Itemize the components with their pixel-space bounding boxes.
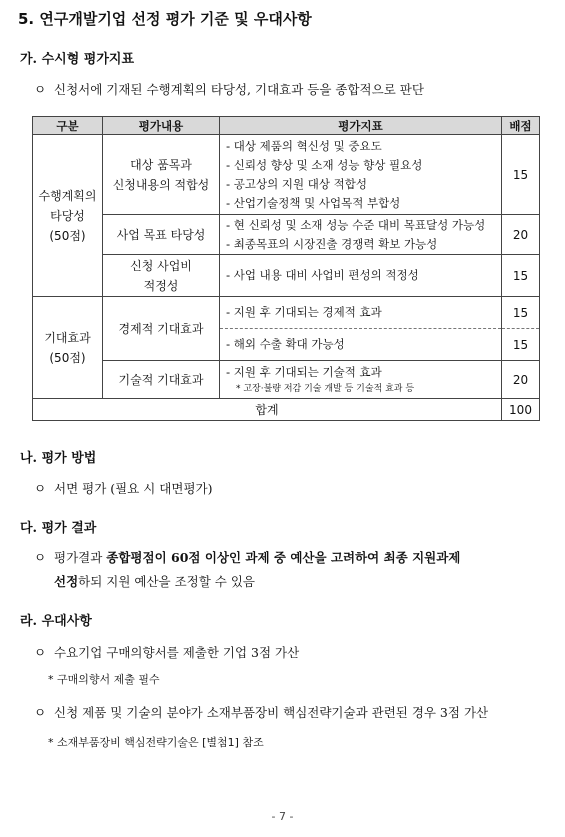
content-cell: 기술적 기대효과 <box>103 361 220 399</box>
bullet-da-line2 <box>54 572 255 590</box>
group-label-line: 기대효과 <box>44 330 91 345</box>
table-row <box>33 297 540 329</box>
heading-da: 다. 평가 결과 <box>20 521 97 536</box>
indicator-cell: - 해외 수출 확대 가능성 <box>220 329 502 361</box>
table-row <box>33 361 540 399</box>
note-ra-2: * 소재부품장비 핵심전략기술은 [별첨1] 참조 <box>48 736 264 749</box>
table-row <box>33 255 540 297</box>
indicator-cell <box>220 215 502 255</box>
group-label-cell <box>33 135 103 297</box>
indicator-item: - 대상 제품의 혁신성 및 중요도 <box>226 138 382 153</box>
heading-ra: 라. 우대사항 <box>20 614 92 629</box>
bullet-text: 신청 제품 및 기술의 분야가 소재부품장비 핵심전략기술과 관련된 경우 3점 가산 <box>54 705 489 720</box>
note-ra-1: * 구매의향서 제출 필수 <box>48 673 160 686</box>
bullet-text: 평가결과 <box>54 550 107 565</box>
evaluation-table <box>32 116 540 421</box>
group-label-line: 타당성 <box>50 208 85 223</box>
bullet-text: 하되 지원 예산을 조정할 수 있음 <box>78 574 255 589</box>
content-line: 적정성 <box>143 278 179 293</box>
indicator-cell: - 지원 후 기대되는 경제적 효과 <box>220 297 502 329</box>
bullet-ga <box>34 80 424 98</box>
content-cell <box>103 135 220 215</box>
group-label-cell <box>33 297 103 399</box>
score-cell: 15 <box>502 329 540 361</box>
indicator-cell <box>220 361 502 399</box>
bullet-mark: ㅇ <box>34 82 47 97</box>
content-cell <box>103 255 220 297</box>
table-row <box>33 215 540 255</box>
group-label-line: 수행계획의 <box>38 188 97 203</box>
indicator-cell: - 사업 내용 대비 사업비 편성의 적정성 <box>220 255 502 297</box>
section-title: 5. 연구개발기업 선정 평가 기준 및 우대사항 <box>18 10 312 28</box>
indicator-item: - 최종목표의 시장진출 경쟁력 확보 가능성 <box>226 236 438 251</box>
bullet-ra-2 <box>34 703 488 721</box>
indicator-note: * 고장·불량 저감 기술 개발 등 기술적 효과 등 <box>236 384 415 394</box>
content-line: 신청 사업비 <box>130 258 192 273</box>
table-total-row <box>33 399 540 421</box>
bullet-text: 신청서에 기재된 수행계획의 타당성, 기대효과 등을 종합적으로 판단 <box>54 82 424 97</box>
score-cell: 20 <box>502 215 540 255</box>
bullet-mark: ㅇ <box>34 550 47 565</box>
score-cell: 15 <box>502 255 540 297</box>
score-cell: 20 <box>502 361 540 399</box>
bullet-emphasis: 선정 <box>54 574 79 589</box>
page-number: - 7 - <box>271 810 294 823</box>
header-cell: 평가지표 <box>220 117 502 135</box>
group-label-line: (50점) <box>49 228 86 243</box>
bullet-na <box>34 479 212 497</box>
total-label: 합계 <box>33 399 502 421</box>
score-cell: 15 <box>502 297 540 329</box>
heading-na: 나. 평가 방법 <box>20 451 97 466</box>
bullet-mark: ㅇ <box>34 645 47 660</box>
score-cell: 15 <box>502 135 540 215</box>
content-line: 대상 품목과 <box>130 157 192 172</box>
table-header-row <box>33 117 540 135</box>
content-line: 신청내용의 적합성 <box>112 177 210 192</box>
bullet-emphasis: 종합평점이 60점 이상인 과제 중 예산을 고려하여 최종 지원과제 <box>106 550 461 565</box>
heading-ga: 가. 수시형 평가지표 <box>20 52 135 67</box>
bullet-da <box>34 548 460 566</box>
indicator-item: - 공고상의 지원 대상 적합성 <box>226 176 367 191</box>
header-cell: 배점 <box>502 117 540 135</box>
indicator-item: - 산업기술정책 및 사업목적 부합성 <box>226 195 401 210</box>
indicator-item: - 지원 후 기대되는 기술적 효과 <box>226 365 382 379</box>
bullet-mark: ㅇ <box>34 481 47 496</box>
bullet-ra-1 <box>34 643 299 661</box>
content-cell: 경제적 기대효과 <box>103 297 220 361</box>
indicator-cell <box>220 135 502 215</box>
group-label-line: (50점) <box>49 350 86 365</box>
indicator-item: - 현 신뢰성 및 소재 성능 수준 대비 목표달성 가능성 <box>226 217 486 232</box>
bullet-mark: ㅇ <box>34 705 47 720</box>
content-cell: 사업 목표 타당성 <box>103 215 220 255</box>
header-cell: 구분 <box>33 117 103 135</box>
indicator-item: - 신뢰성 향상 및 소재 성능 향상 필요성 <box>226 157 423 172</box>
table-row <box>33 135 540 215</box>
bullet-text: 수요기업 구매의향서를 제출한 기업 3점 가산 <box>54 645 300 660</box>
header-cell: 평가내용 <box>103 117 220 135</box>
bullet-text: 서면 평가 (필요 시 대면평가) <box>54 481 213 496</box>
total-score: 100 <box>502 399 540 421</box>
